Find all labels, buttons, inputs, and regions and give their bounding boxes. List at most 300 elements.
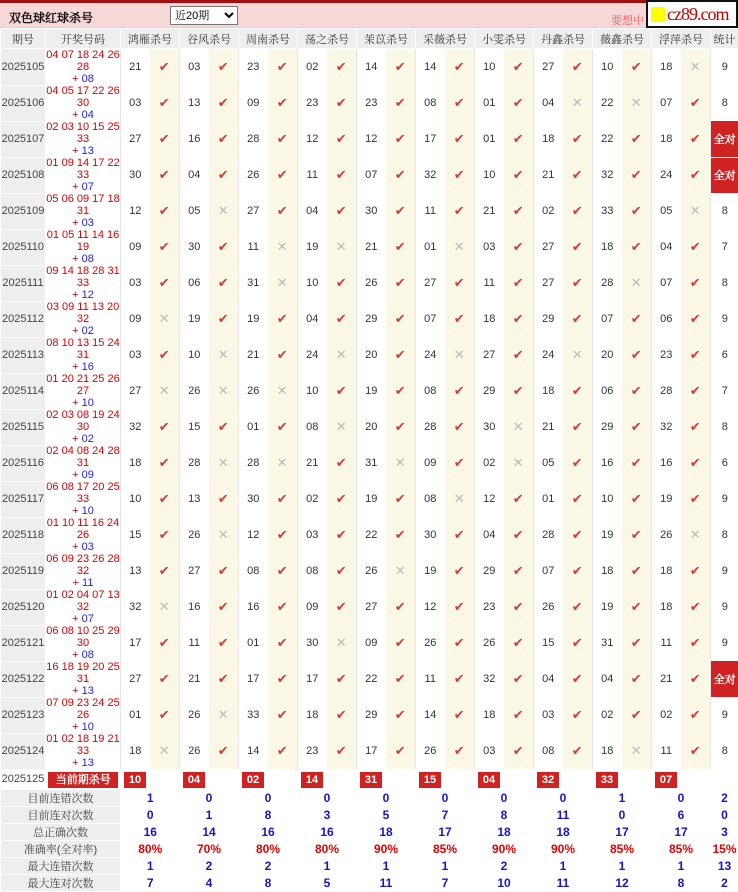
footer-stat-label: 总正确次数	[1, 823, 121, 840]
check-icon: ✔	[572, 491, 583, 506]
stat-cell: 9	[711, 625, 738, 661]
check-icon: ✔	[159, 239, 170, 254]
kill-result-cell	[622, 589, 652, 625]
footer-stat-value: 1	[180, 806, 239, 823]
winning-numbers-cell	[46, 373, 121, 409]
kill-number-cell: 30	[239, 481, 268, 517]
winning-red-numbers: 04 05 17 22 26 30	[46, 85, 120, 109]
kill-result-cell	[563, 733, 593, 769]
footer-stat-total: 2	[711, 874, 738, 891]
kill-result-cell	[681, 301, 711, 337]
kill-result-cell	[150, 553, 180, 589]
kill-number-cell: 26	[534, 589, 563, 625]
kill-result-cell	[563, 481, 593, 517]
check-icon: ✔	[690, 707, 701, 722]
stat-cell: 8	[711, 265, 738, 301]
kill-number-cell: 17	[121, 625, 150, 661]
kill-number-cell: 18	[652, 589, 681, 625]
kill-result-cell	[622, 661, 652, 697]
cross-icon: ✕	[631, 743, 642, 758]
kill-number-cell: 10	[298, 265, 327, 301]
check-icon: ✔	[454, 743, 465, 758]
kill-result-cell	[563, 121, 593, 157]
kill-number-cell: 30	[416, 517, 445, 553]
period-cell: 2025116	[1, 445, 46, 481]
check-icon: ✔	[395, 95, 406, 110]
kill-number-cell: 32	[121, 589, 150, 625]
check-icon: ✔	[690, 383, 701, 398]
page-title: 双色球红球杀号	[9, 9, 93, 26]
kill-number-cell: 10	[593, 49, 622, 86]
table-row	[1, 553, 738, 589]
kill-number-cell: 01	[239, 625, 268, 661]
column-header: 丹鑫杀号	[534, 29, 593, 49]
kill-number-cell: 33	[593, 193, 622, 229]
check-icon: ✔	[690, 239, 701, 254]
stat-cell: 9	[711, 553, 738, 589]
winning-numbers-cell	[46, 697, 121, 733]
table-row	[1, 481, 738, 517]
winning-blue-number: + 08	[46, 253, 120, 265]
kill-result-cell	[622, 553, 652, 589]
kill-number-cell: 03	[475, 229, 504, 265]
kill-result-cell	[504, 121, 534, 157]
site-logo[interactable]	[646, 0, 738, 28]
cross-icon: ✕	[690, 527, 701, 542]
check-icon: ✔	[159, 671, 170, 686]
current-kill-number-cell	[180, 769, 209, 789]
winning-red-numbers: 02 04 08 24 28 31	[46, 445, 120, 469]
kill-result-cell	[563, 445, 593, 481]
kill-number-cell: 28	[180, 445, 209, 481]
check-icon: ✔	[572, 311, 583, 326]
check-icon: ✔	[159, 59, 170, 74]
footer-stat-row	[1, 806, 738, 823]
stat-cell: 7	[711, 373, 738, 409]
kill-result-cell	[327, 229, 357, 265]
kill-number-cell: 26	[357, 553, 386, 589]
kill-result-cell	[268, 229, 298, 265]
kill-result-cell	[445, 193, 475, 229]
kill-number-cell: 15	[121, 517, 150, 553]
footer-stat-value: 18	[534, 823, 593, 840]
check-icon: ✔	[395, 491, 406, 506]
cross-icon: ✕	[336, 419, 347, 434]
kill-result-cell	[150, 85, 180, 121]
footer-stat-total: 2	[711, 789, 738, 806]
logo-text: cz89.com	[667, 4, 728, 25]
table-row	[1, 517, 738, 553]
kill-number-cell: 08	[534, 733, 563, 769]
current-kill-spacer-cell	[445, 769, 475, 789]
column-header: 期号	[1, 29, 46, 49]
kill-number-cell: 02	[298, 49, 327, 86]
stat-cell: 8	[711, 733, 738, 769]
check-icon: ✔	[513, 131, 524, 146]
stat-cell: 8	[711, 409, 738, 445]
footer-stat-value: 16	[239, 823, 298, 840]
kill-result-cell	[150, 301, 180, 337]
check-icon: ✔	[159, 95, 170, 110]
winning-red-numbers: 09 14 18 28 31 33	[46, 265, 120, 289]
kill-result-cell	[622, 301, 652, 337]
period-cell: 2025105	[1, 49, 46, 86]
kill-result-cell	[268, 85, 298, 121]
kill-result-cell	[150, 481, 180, 517]
kill-result-cell	[327, 409, 357, 445]
check-icon: ✔	[218, 671, 229, 686]
kill-result-cell	[563, 373, 593, 409]
kill-number-cell: 27	[121, 373, 150, 409]
kill-number-cell: 12	[416, 589, 445, 625]
kill-number-cell: 18	[121, 733, 150, 769]
kill-number-cell: 02	[475, 445, 504, 481]
footer-stat-value: 6	[652, 806, 711, 823]
kill-number-cell: 11	[239, 229, 268, 265]
kill-number-cell: 04	[534, 661, 563, 697]
footer-stat-value: 0	[180, 789, 239, 806]
blue-ball-value: 13	[82, 145, 94, 157]
kill-result-cell	[445, 265, 475, 301]
kill-result-cell	[209, 85, 239, 121]
kill-number-cell: 24	[652, 157, 681, 193]
footer-stat-value: 90%	[475, 840, 534, 857]
kill-result-cell	[504, 301, 534, 337]
check-icon: ✔	[218, 563, 229, 578]
period-cell: 2025111	[1, 265, 46, 301]
kill-result-cell	[622, 697, 652, 733]
kill-result-cell	[386, 337, 416, 373]
table-row	[1, 697, 738, 733]
kill-number-cell: 32	[652, 409, 681, 445]
kill-number-cell: 01	[475, 85, 504, 121]
check-icon: ✔	[277, 743, 288, 758]
kill-result-cell	[150, 373, 180, 409]
kill-result-cell	[681, 553, 711, 589]
check-icon: ✔	[277, 491, 288, 506]
table-row	[1, 265, 738, 301]
footer-stat-value: 80%	[121, 840, 180, 857]
winning-numbers-cell	[46, 589, 121, 625]
check-icon: ✔	[218, 743, 229, 758]
footer-stat-value: 0	[593, 806, 652, 823]
footer-stat-label: 最大连错次数	[1, 857, 121, 874]
cross-icon: ✕	[336, 347, 347, 362]
kill-number-cell: 11	[652, 733, 681, 769]
winning-red-numbers: 07 09 23 24 25 26	[46, 697, 120, 721]
footer-stat-value: 85%	[652, 840, 711, 857]
kill-number-cell: 28	[239, 121, 268, 157]
kill-result-cell	[209, 733, 239, 769]
footer-stat-value: 11	[534, 806, 593, 823]
check-icon: ✔	[690, 599, 701, 614]
kill-result-cell	[268, 589, 298, 625]
winning-red-numbers: 01 10 11 16 24 26	[46, 517, 120, 541]
kill-result-cell	[209, 697, 239, 733]
kill-number-cell: 19	[416, 553, 445, 589]
table-row	[1, 301, 738, 337]
blue-ball-value: 16	[82, 361, 94, 373]
kill-result-cell	[504, 481, 534, 517]
kill-number-cell: 27	[121, 661, 150, 697]
kill-number-cell: 28	[534, 517, 563, 553]
kill-number-cell: 24	[298, 337, 327, 373]
kill-result-cell	[445, 481, 475, 517]
winning-numbers-cell	[46, 481, 121, 517]
kill-number-cell: 26	[180, 517, 209, 553]
kill-number-cell: 21	[357, 229, 386, 265]
check-icon: ✔	[395, 239, 406, 254]
check-icon: ✔	[513, 203, 524, 218]
promo-text: 要想中	[611, 12, 644, 28]
kill-number-cell: 01	[416, 229, 445, 265]
check-icon: ✔	[690, 563, 701, 578]
kill-result-cell	[563, 553, 593, 589]
kill-result-cell	[622, 229, 652, 265]
kill-number-cell: 02	[652, 697, 681, 733]
blue-ball-value: 09	[82, 469, 94, 481]
footer-stat-value: 17	[652, 823, 711, 840]
kill-number-cell: 14	[416, 697, 445, 733]
table-row	[1, 589, 738, 625]
kill-result-cell	[563, 265, 593, 301]
kill-number-cell: 17	[298, 661, 327, 697]
kill-number-cell: 27	[416, 265, 445, 301]
check-icon: ✔	[218, 635, 229, 650]
kill-number-table	[0, 28, 738, 892]
stat-cell	[711, 769, 738, 789]
kill-number-cell: 26	[416, 625, 445, 661]
kill-result-cell	[622, 121, 652, 157]
kill-number-cell: 26	[416, 733, 445, 769]
kill-result-cell	[209, 589, 239, 625]
check-icon: ✔	[513, 383, 524, 398]
kill-number-cell: 23	[239, 49, 268, 86]
kill-number-cell: 11	[180, 625, 209, 661]
kill-result-cell	[386, 49, 416, 86]
check-icon: ✔	[218, 239, 229, 254]
check-icon: ✔	[218, 95, 229, 110]
current-kill-number-cell	[121, 769, 150, 789]
kill-result-cell	[445, 553, 475, 589]
check-icon: ✔	[454, 527, 465, 542]
check-icon: ✔	[513, 563, 524, 578]
period-cell: 2025121	[1, 625, 46, 661]
table-row	[1, 85, 738, 121]
check-icon: ✔	[336, 95, 347, 110]
kill-result-cell	[563, 157, 593, 193]
check-icon: ✔	[513, 635, 524, 650]
kill-number-cell: 23	[357, 85, 386, 121]
kill-result-cell	[327, 337, 357, 373]
check-icon: ✔	[277, 95, 288, 110]
cross-icon: ✕	[277, 455, 288, 470]
current-kill-number-cell	[298, 769, 327, 789]
kill-number-cell: 23	[298, 733, 327, 769]
footer-stat-value: 8	[652, 874, 711, 891]
footer-stat-row	[1, 874, 738, 891]
kill-result-cell	[445, 85, 475, 121]
kill-result-cell	[445, 625, 475, 661]
kill-number-cell: 26	[239, 157, 268, 193]
cross-icon: ✕	[218, 203, 229, 218]
table-row	[1, 661, 738, 697]
footer-stat-value: 0	[534, 789, 593, 806]
kill-number-cell: 29	[357, 301, 386, 337]
kill-number-cell: 21	[652, 661, 681, 697]
kill-result-cell	[563, 697, 593, 733]
kill-number-cell: 23	[652, 337, 681, 373]
kill-result-cell	[445, 301, 475, 337]
range-select[interactable]	[170, 6, 238, 25]
kill-number-cell: 26	[239, 373, 268, 409]
check-icon: ✔	[631, 131, 642, 146]
check-icon: ✔	[690, 347, 701, 362]
kill-number-cell: 28	[239, 445, 268, 481]
cross-icon: ✕	[690, 203, 701, 218]
check-icon: ✔	[218, 131, 229, 146]
kill-number-cell: 04	[180, 157, 209, 193]
kill-number-cell: 09	[416, 445, 445, 481]
column-header: 茉苡杀号	[357, 29, 416, 49]
kill-number-cell: 09	[357, 625, 386, 661]
check-icon: ✔	[395, 131, 406, 146]
check-icon: ✔	[336, 743, 347, 758]
winning-blue-number: + 10	[46, 397, 120, 409]
winning-blue-number: + 08	[46, 649, 120, 661]
all-correct-badge: 全对	[711, 157, 738, 193]
kill-number-cell: 01	[121, 697, 150, 733]
table-header-row	[1, 29, 738, 49]
check-icon: ✔	[513, 95, 524, 110]
kill-number-cell: 10	[475, 157, 504, 193]
kill-result-cell	[150, 121, 180, 157]
check-icon: ✔	[572, 59, 583, 74]
kill-result-cell	[268, 445, 298, 481]
kill-result-cell	[622, 445, 652, 481]
kill-result-cell	[445, 409, 475, 445]
kill-result-cell	[504, 589, 534, 625]
check-icon: ✔	[218, 599, 229, 614]
footer-stat-value: 7	[416, 806, 475, 823]
winning-red-numbers: 03 09 11 13 20 32	[46, 301, 120, 325]
check-icon: ✔	[336, 311, 347, 326]
check-icon: ✔	[454, 311, 465, 326]
period-cell: 2025122	[1, 661, 46, 697]
cross-icon: ✕	[631, 275, 642, 290]
current-kill-spacer-cell	[268, 769, 298, 789]
kill-result-cell	[150, 589, 180, 625]
winning-blue-number: + 02	[46, 433, 120, 445]
kill-number-cell: 21	[239, 337, 268, 373]
kill-result-cell	[563, 661, 593, 697]
footer-stat-value: 0	[298, 789, 357, 806]
period-cell: 2025107	[1, 121, 46, 157]
kill-number-cell: 09	[298, 589, 327, 625]
blue-ball-value: 08	[82, 253, 94, 265]
kill-result-cell	[563, 517, 593, 553]
kill-number-cell: 19	[180, 301, 209, 337]
kill-result-cell	[504, 157, 534, 193]
current-kill-number-cell	[475, 769, 504, 789]
kill-number-cell: 28	[593, 265, 622, 301]
winning-blue-number: + 13	[46, 685, 120, 697]
current-period-row	[1, 769, 738, 789]
table-row	[1, 193, 738, 229]
kill-number-cell: 04	[298, 301, 327, 337]
kill-result-cell	[681, 445, 711, 481]
check-icon: ✔	[513, 491, 524, 506]
check-icon: ✔	[395, 347, 406, 362]
kill-number-cell: 26	[180, 733, 209, 769]
winning-numbers-cell	[46, 733, 121, 769]
kill-number-cell: 10	[475, 49, 504, 86]
check-icon: ✔	[631, 59, 642, 74]
check-icon: ✔	[159, 707, 170, 722]
check-icon: ✔	[395, 743, 406, 758]
kill-result-cell	[386, 121, 416, 157]
kill-number-cell: 08	[298, 553, 327, 589]
kill-result-cell	[622, 49, 652, 86]
kill-number-cell: 13	[121, 553, 150, 589]
check-icon: ✔	[159, 635, 170, 650]
cross-icon: ✕	[395, 455, 406, 470]
kill-result-cell	[150, 337, 180, 373]
kill-result-cell	[209, 625, 239, 661]
period-cell: 2025117	[1, 481, 46, 517]
kill-result-cell	[504, 661, 534, 697]
kill-result-cell	[504, 229, 534, 265]
kill-result-cell	[563, 625, 593, 661]
check-icon: ✔	[631, 707, 642, 722]
check-icon: ✔	[572, 671, 583, 686]
check-icon: ✔	[159, 455, 170, 470]
kill-result-cell	[209, 49, 239, 86]
check-icon: ✔	[336, 455, 347, 470]
check-icon: ✔	[690, 275, 701, 290]
check-icon: ✔	[631, 491, 642, 506]
check-icon: ✔	[336, 527, 347, 542]
kill-result-cell	[209, 373, 239, 409]
check-icon: ✔	[572, 635, 583, 650]
kill-number-cell: 18	[534, 121, 563, 157]
check-icon: ✔	[395, 419, 406, 434]
period-cell: 2025120	[1, 589, 46, 625]
check-icon: ✔	[159, 167, 170, 182]
kill-result-cell	[209, 337, 239, 373]
kill-number-cell: 01	[475, 121, 504, 157]
check-icon: ✔	[277, 707, 288, 722]
winning-blue-number: + 12	[46, 289, 120, 301]
footer-stat-value: 16	[298, 823, 357, 840]
table-row	[1, 337, 738, 373]
current-kill-spacer-cell	[504, 769, 534, 789]
kill-result-cell	[504, 553, 534, 589]
kill-number-cell: 11	[298, 157, 327, 193]
check-icon: ✔	[277, 527, 288, 542]
current-kill-badge: 14	[301, 772, 323, 788]
current-kill-spacer-cell	[209, 769, 239, 789]
stat-cell: 9	[711, 589, 738, 625]
kill-number-cell: 03	[475, 733, 504, 769]
kill-number-cell: 05	[652, 193, 681, 229]
kill-result-cell	[268, 121, 298, 157]
kill-result-cell	[504, 337, 534, 373]
kill-number-cell: 18	[593, 553, 622, 589]
kill-result-cell	[386, 193, 416, 229]
check-icon: ✔	[159, 527, 170, 542]
footer-stat-value: 16	[121, 823, 180, 840]
